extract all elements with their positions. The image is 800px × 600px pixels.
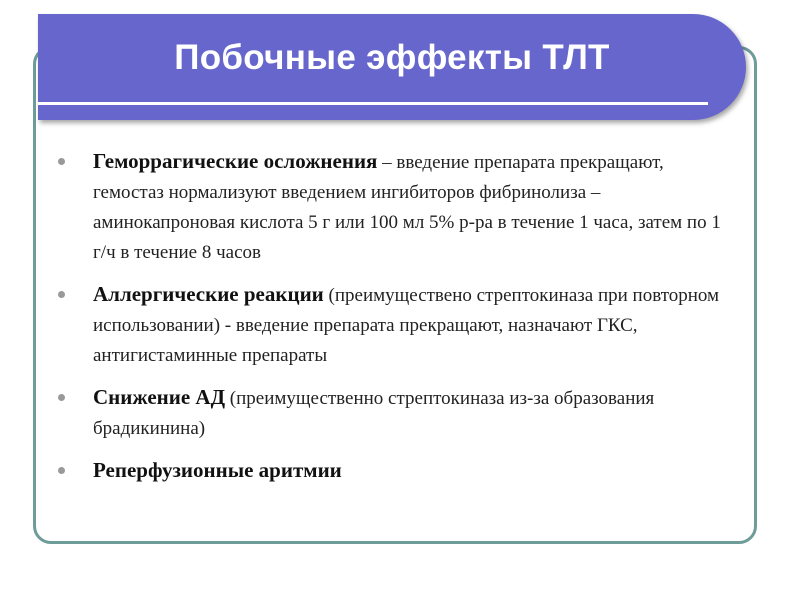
- slide-title: Побочные эффекты ТЛТ: [174, 38, 610, 77]
- bullet-heading: Геморрагические осложнения: [93, 149, 378, 173]
- bullet-list: [58, 146, 726, 498]
- bullet-dot-icon: [58, 158, 65, 165]
- bullet-dot-icon: [58, 394, 65, 401]
- bullet-dot-icon: [58, 291, 65, 298]
- bullet-text: – введение препарата прекращают, гемостаз нормализуют введением ингибиторов фибринолиза – аминокапроновая кислота 5 г или 100 мл 5% р-ра в течение 1 часа, затем по 1 г/ч в течение 8 часов: [93, 152, 721, 263]
- bullet-heading: Снижение АД: [93, 385, 226, 409]
- bullet-item: [58, 279, 726, 371]
- title-underline: [38, 102, 708, 105]
- bullet-item: [58, 455, 726, 487]
- bullet-item: [58, 146, 726, 268]
- bullet-text: (преимущественно стрептокиназа из-за образования брадикинина): [93, 388, 655, 439]
- bullet-item: [58, 382, 726, 444]
- bullet-heading: Реперфузионные аритмии: [93, 458, 342, 482]
- title-bar: [38, 14, 746, 120]
- bullet-dot-icon: [58, 467, 65, 474]
- bullet-heading: Аллергические реакции: [93, 282, 324, 306]
- bullet-text: (преимуществено стрептокиназа при повторном использовании) - введение препарата прекращают, назначают ГКС, антигистаминные препараты: [93, 285, 720, 366]
